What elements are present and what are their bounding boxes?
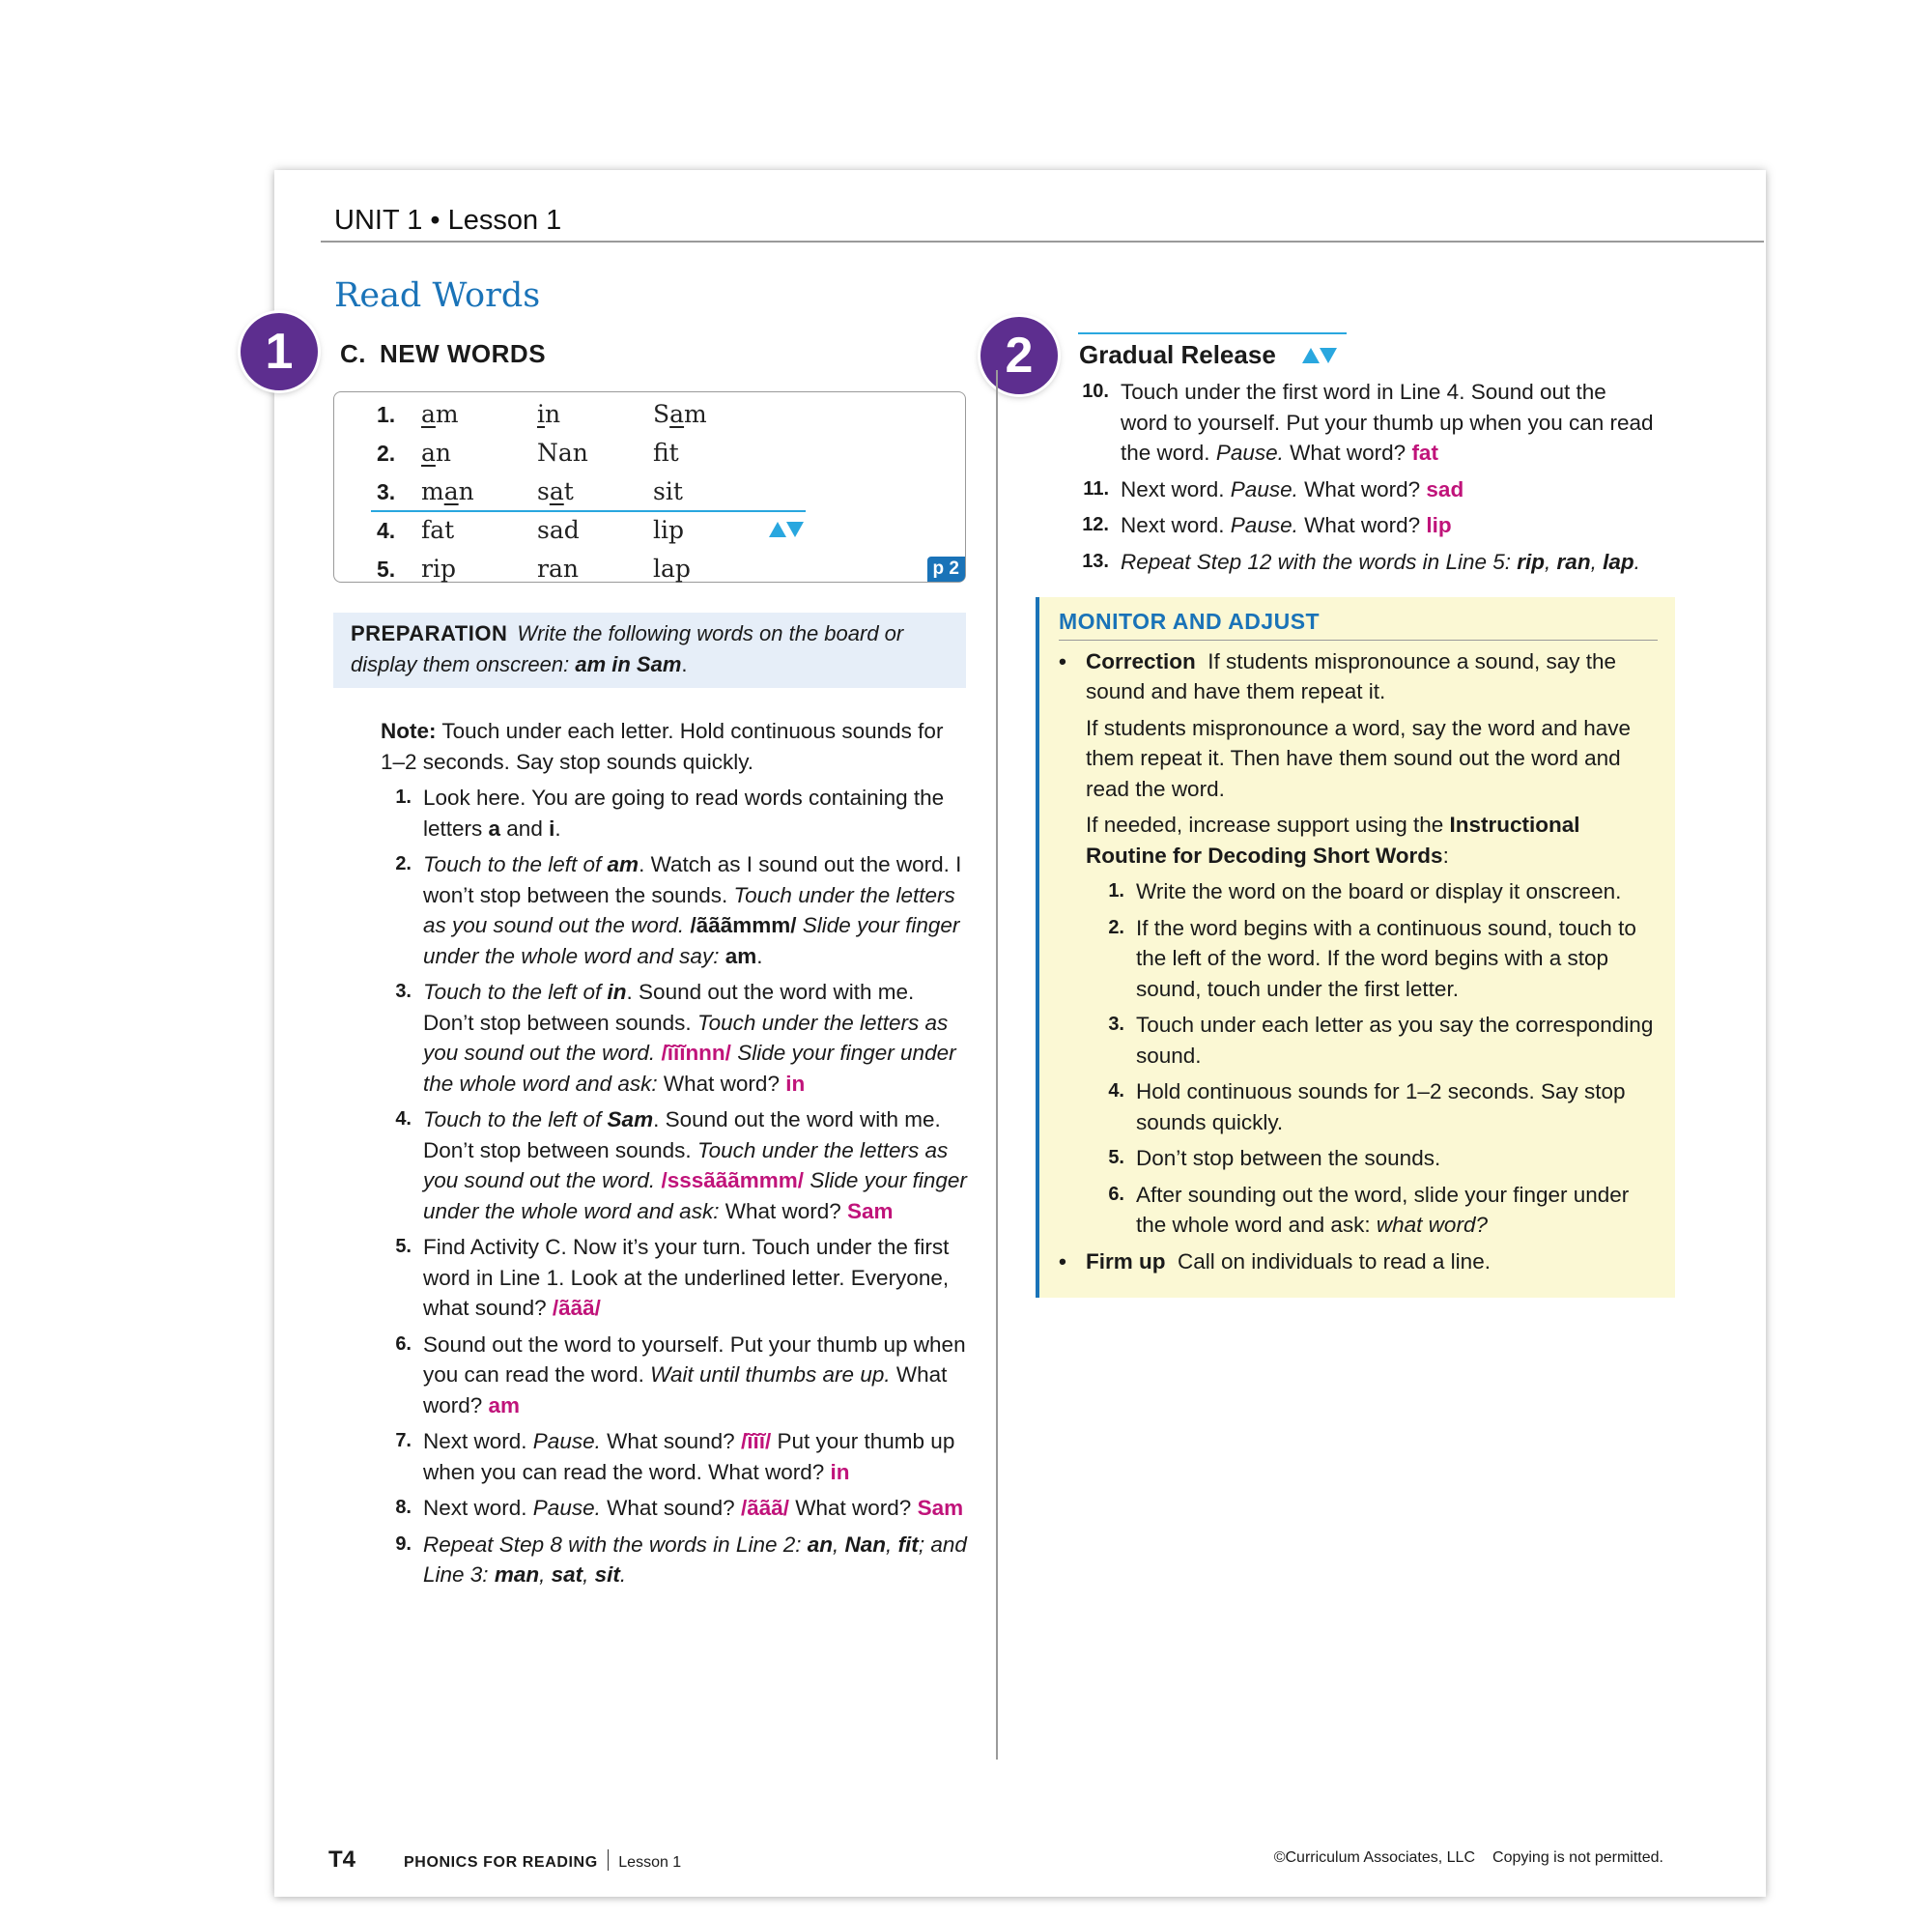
firm-up-label: Firm up bbox=[1086, 1248, 1166, 1274]
step-5: 5. Find Activity C. Now it’s your turn. Touch under the first word in Line 1. Look at the underlined letter. Everyone, what sound? /ããã/ bbox=[395, 1235, 950, 1320]
word: sit bbox=[653, 477, 683, 505]
word-row bbox=[334, 437, 965, 475]
step-badge-1: 1 bbox=[241, 313, 318, 390]
step-2: 2. Touch to the left of am. Watch as I sound out the word. I won’t stop between the sounds. Touch under the letters as you sound out the word. /ãããmmm/ Slide your finger under the whole word and say: am. bbox=[395, 852, 962, 968]
copy-notice: Copying is not permitted. bbox=[1492, 1849, 1663, 1866]
step-3: 3. Touch to the left of in. Sound out the word with me. Don’t stop between sounds. Touch under the letters as you sound out the word. /ĩĩĩnnn/ Slide your finger under the whole word and ask: What word? in bbox=[395, 980, 956, 1096]
activity-heading bbox=[340, 339, 546, 369]
lesson-page bbox=[265, 170, 1766, 1897]
monitor-title: MONITOR AND ADJUST bbox=[1059, 607, 1658, 641]
underlined-letter: a bbox=[421, 400, 436, 428]
footer-left bbox=[328, 1846, 681, 1874]
routine-step: 2. If the word begins with a continuous sound, touch to the left of the word. If the word begins with a stop sound, touch under the first letter. bbox=[1108, 915, 1636, 1001]
word-answer: am bbox=[488, 1392, 521, 1417]
correction-para-2: If students mispronounce a word, say the word and have them repeat it. Then have them sound out the word and read the word. bbox=[1086, 715, 1632, 801]
footer-right bbox=[1274, 1849, 1663, 1867]
sound-answer: /ĩĩĩnnn/ bbox=[661, 1041, 731, 1065]
header-rule bbox=[321, 241, 1764, 243]
preparation-label: PREPARATION bbox=[351, 621, 508, 645]
row-number: 5. bbox=[377, 557, 396, 582]
routine-step: 4. Hold continuous sounds for 1–2 seconds. Say stop sounds quickly. bbox=[1108, 1079, 1626, 1134]
note-text: Touch under each letter. Hold continuous sounds for 1–2 seconds. Say stop sounds quickly. bbox=[381, 719, 944, 774]
word-answer: lip bbox=[1426, 513, 1452, 537]
word: Nan bbox=[537, 439, 588, 467]
step-list bbox=[1078, 377, 1658, 577]
step-4: 4. Touch to the left of Sam. Sound out the word with me. Don’t stop between sounds. Touch under the letters as you sound out the word. /sssãããmmm/ Slide your finger under the whole word and ask: What word? Sam bbox=[395, 1107, 967, 1223]
routine-step: 5. Don’t stop between the sounds. bbox=[1108, 1146, 1441, 1170]
row-number: 2. bbox=[377, 441, 396, 466]
step-11: 11. Next word. Pause. What word? sad bbox=[1083, 476, 1464, 501]
word-row bbox=[334, 398, 965, 437]
underlined-letter: a bbox=[421, 439, 436, 467]
activity-letter: C. bbox=[340, 339, 366, 368]
correction-bullet: • Correction If students mispronounce a sound, say the sound and have them repeat it. bbox=[1059, 648, 1617, 703]
row-number: 4. bbox=[377, 518, 396, 543]
sound-answer: /ããã/ bbox=[740, 1496, 789, 1520]
routine-step: 6. After sounding out the word, slide your finger under the whole word and ask: what word? bbox=[1108, 1182, 1630, 1237]
teaching-steps-left bbox=[381, 716, 968, 1596]
sound-answer: /ĩĩĩ/ bbox=[740, 1429, 772, 1453]
note bbox=[381, 716, 968, 777]
step-8: 8. Next word. Pause. What sound? /ããã/ What word? Sam bbox=[395, 1496, 964, 1520]
word: lip bbox=[653, 516, 684, 544]
step-9: 9. Repeat Step 8 with the words in Line 2: an, Nan, fit; and Line 3: man, sat, sit. bbox=[395, 1532, 967, 1587]
copyright: ©Curriculum Associates, LLC bbox=[1273, 1849, 1476, 1866]
column-divider bbox=[996, 370, 998, 1760]
underlined-letter: a bbox=[443, 477, 459, 505]
gradual-release-icon bbox=[1302, 347, 1337, 364]
preparation-text: Write the following words on the board or display them onscreen: bbox=[351, 621, 904, 676]
word-row bbox=[334, 553, 965, 591]
gradual-release-rule bbox=[371, 510, 806, 512]
underlined-letter: a bbox=[549, 477, 564, 505]
word: lap bbox=[653, 555, 691, 583]
underlined-letter: a bbox=[669, 400, 685, 428]
firm-up-bullet: • Firm up Call on individuals to read a line. bbox=[1059, 1248, 1491, 1274]
sound-out-phonemes: /ãããmmm/ bbox=[690, 913, 797, 937]
word: Sam bbox=[653, 400, 707, 428]
sound-answer: /sssãããmmm/ bbox=[661, 1168, 805, 1192]
word: sad bbox=[537, 516, 580, 544]
correction-para-3: If needed, increase support using the Instructional Routine for Decoding Short Words: bbox=[1086, 813, 1580, 868]
step-badge-2: 2 bbox=[980, 317, 1058, 394]
preparation-box: PREPARATION Write the following words on the board or display them onscreen: am in Sam. bbox=[333, 613, 966, 688]
word: fit bbox=[653, 439, 679, 467]
word: am bbox=[421, 400, 459, 428]
step-10: 10. Touch under the first word in Line 4. Sound out the word to yourself. Put your thumb up when you can read the word. Pause. What word? fat bbox=[1082, 380, 1654, 465]
sound-answer: /ããã/ bbox=[552, 1296, 601, 1320]
row-number: 1. bbox=[377, 402, 396, 427]
word-answer: in bbox=[830, 1459, 850, 1484]
gradual-release-title: Gradual Release bbox=[1079, 340, 1276, 369]
word-row bbox=[334, 514, 965, 553]
student-page-tag: p 2 bbox=[927, 557, 965, 582]
book-title: PHONICS FOR READING bbox=[404, 1854, 598, 1871]
step-list bbox=[381, 783, 968, 1590]
correction-label: Correction bbox=[1086, 648, 1196, 673]
word-answer: in bbox=[785, 1071, 806, 1096]
word: sat bbox=[537, 477, 574, 505]
underlined-letter: i bbox=[537, 400, 545, 428]
word-answer: fat bbox=[1411, 441, 1438, 465]
activity-title: NEW WORDS bbox=[380, 339, 547, 368]
unit-lesson-header: UNIT 1 • Lesson 1 bbox=[334, 205, 562, 236]
word: rip bbox=[421, 555, 456, 583]
monitor-and-adjust-box bbox=[1036, 597, 1675, 1298]
step-13: 13. Repeat Step 12 with the words in Line 5: rip, ran, lap. bbox=[1082, 549, 1640, 574]
row-number: 3. bbox=[377, 479, 396, 504]
step-7: 7. Next word. Pause. What sound? /ĩĩĩ/ Put your thumb up when you can read the word. What word? in bbox=[395, 1429, 955, 1484]
word: man bbox=[421, 477, 474, 505]
footer-lesson: Lesson 1 bbox=[618, 1854, 682, 1871]
step-1: 1. Look here. You are going to read words containing the letters a and i. bbox=[395, 786, 945, 841]
word: ran bbox=[537, 555, 579, 583]
routine-step-list bbox=[1059, 876, 1658, 1241]
note-label: Note: bbox=[381, 719, 437, 743]
word-row bbox=[334, 475, 965, 514]
word: fat bbox=[421, 516, 455, 544]
word-answer: Sam bbox=[917, 1496, 964, 1520]
word-answer: Sam bbox=[847, 1198, 894, 1223]
page-number: T4 bbox=[328, 1846, 356, 1873]
word-table bbox=[333, 391, 966, 583]
preparation-words: am in Sam bbox=[575, 652, 682, 676]
routine-step: 1. Write the word on the board or display it onscreen. bbox=[1108, 879, 1622, 903]
routine-step: 3. Touch under each letter as you say the corresponding sound. bbox=[1108, 1013, 1654, 1068]
step-6: 6. Sound out the word to yourself. Put your thumb up when you can read the word. Wait until thumbs are up. What word? am bbox=[395, 1331, 966, 1417]
step-12: 12. Next word. Pause. What word? lip bbox=[1082, 513, 1452, 537]
word: in bbox=[537, 400, 561, 428]
gradual-release-top-rule bbox=[1078, 332, 1347, 334]
teaching-steps-right bbox=[1078, 377, 1658, 583]
section-title: Read Words bbox=[334, 276, 541, 315]
word-answer: sad bbox=[1426, 476, 1464, 501]
word: an bbox=[421, 439, 452, 467]
